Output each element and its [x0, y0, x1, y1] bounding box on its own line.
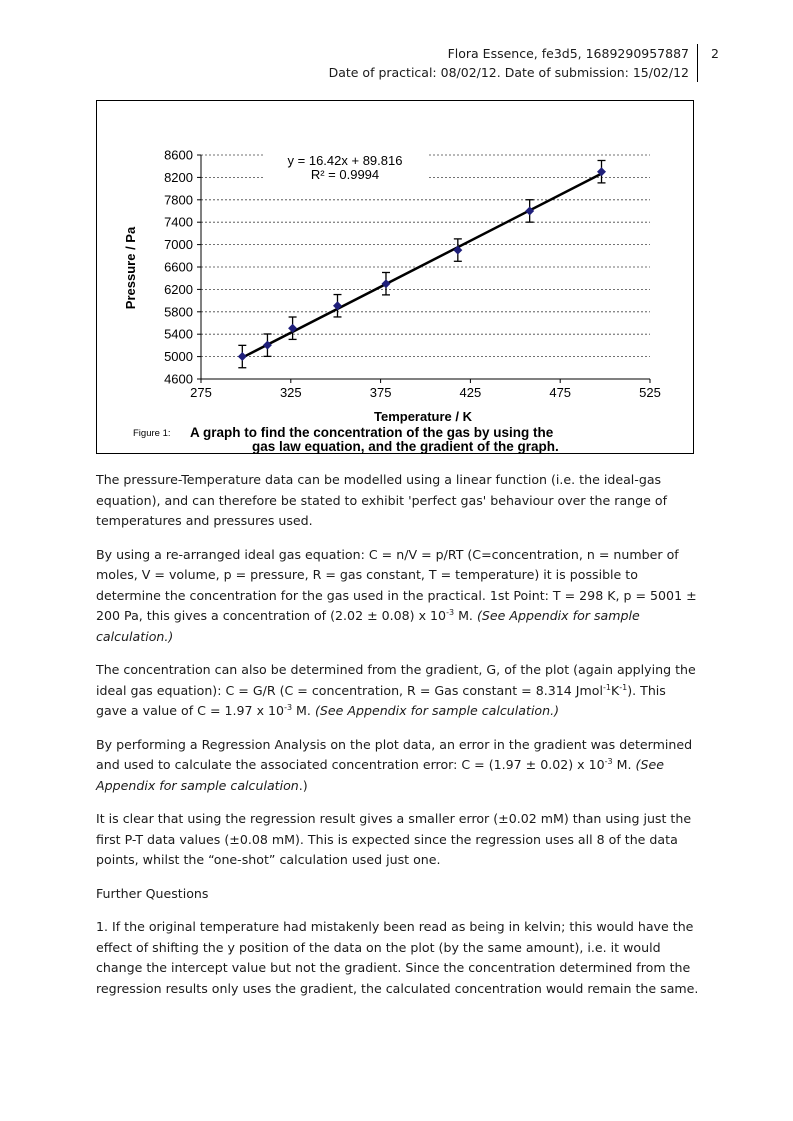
- x-tick-label: 325: [279, 385, 302, 400]
- y-axis-label: Pressure / Pa: [123, 226, 138, 310]
- paragraph-question-1: 1. If the original temperature had mistakenly been read as being in kelvin; this would have the effect of shifting the y position of the data on the plot (by the same amount), i.e. it would change the intercept value but not the gradient. Since the concentration determined from the regression results only uses the gradient, the calculated concentration would remain the same.: [96, 919, 699, 996]
- dates-line: Date of practical: 08/02/12. Date of submission: 15/02/12: [328, 65, 689, 80]
- x-tick-label: 375: [369, 385, 392, 400]
- r-squared: R² = 0.9994: [310, 167, 380, 182]
- trendline-equation: y = 16.42x + 89.816: [287, 153, 403, 168]
- paragraph-gradient: [96, 660, 700, 722]
- x-tick-label: 425: [459, 385, 482, 400]
- p4-appendix-ref: (See Appendix for sample calculation: [96, 757, 664, 793]
- figure-caption-line2: gas law equation, and the gradient of the graph.: [252, 439, 559, 453]
- figure-caption-line1: A graph to find the concentration of the gas by using the: [190, 425, 554, 440]
- author-line: Flora Essence, fe3d5, 1689290957887: [447, 46, 689, 61]
- p4-sup: -3: [604, 756, 613, 766]
- p2-text: By using a re-arranged ideal gas equation: C = n/V = p/RT (C=concentration, n = number of moles, V = volume, p = pressure, R = gas constant, T = temperature) it is possible to determine the concentration for the gas used in the practical. 1st Point: T = 298 K, p = 5001 ± 200 Pa, this gives a concentration of (2.02 ± 0.08) x 10: [96, 546, 697, 623]
- trendline: [242, 174, 601, 358]
- p3-text-a: The concentration can also be determined from the gradient, G, of the plot (again applying the ideal gas equation): C = G/R (C = concentration, R = Gas constant = 8.314 Jmol: [96, 662, 696, 698]
- y-tick-label: 6200: [164, 281, 193, 297]
- paragraph-regression: [96, 735, 700, 797]
- report-body: [96, 470, 700, 1012]
- p3-text-d: M.: [292, 703, 315, 718]
- page-header: [329, 44, 698, 82]
- x-tick-label: 475: [549, 385, 572, 400]
- figure-1: [96, 100, 694, 454]
- figure-caption-label: Figure 1:: [133, 428, 171, 439]
- p2-tail: M.: [454, 608, 477, 623]
- paragraph-perfect-gas: The pressure-Temperature data can be modelled using a linear function (i.e. the ideal-gas equation), and can therefore be stated to exhibit 'perfect gas' behaviour over the range of temperatures and pressures used.: [96, 472, 668, 528]
- y-tick-label: 5800: [164, 304, 193, 320]
- y-tick-label: 8600: [164, 147, 193, 163]
- page-number: 2: [711, 46, 719, 61]
- heading-further-questions: Further Questions: [96, 885, 209, 901]
- p3-text-c: ). This gave a value of C = 1.97 x 10: [96, 682, 666, 718]
- y-tick-label: 8200: [164, 169, 193, 185]
- data-point: [238, 352, 247, 361]
- y-tick-label: 7800: [164, 192, 193, 208]
- data-point: [333, 301, 342, 310]
- pressure-temperature-chart: [97, 101, 693, 453]
- p3-sup3: -3: [284, 702, 293, 712]
- y-tick-label: 5400: [164, 326, 193, 342]
- y-tick-label: 7400: [164, 214, 193, 230]
- y-tick-label: 6600: [164, 259, 193, 275]
- y-tick-label: 7000: [164, 237, 193, 253]
- x-axis-label: Temperature / K: [373, 409, 473, 424]
- p4-text-b: M.: [612, 757, 636, 772]
- y-tick-label: 4600: [164, 371, 193, 387]
- paragraph-comparison: It is clear that using the regression result gives a smaller error (±0.02 mM) than using just the first P-T data values (±0.08 mM). This is expected since the regression uses all 8 of the data points, whilst the “one-shot” calculation used just one.: [96, 811, 692, 867]
- paragraph-first-point: [96, 545, 700, 648]
- p3-text-b: K: [610, 682, 620, 698]
- x-tick-label: 275: [190, 385, 212, 400]
- p4-text-a: By performing a Regression Analysis on the plot data, an error in the gradient was determined and used to calculate the associated concentration error: C = (1.97 ± 0.02) x 10: [96, 736, 693, 772]
- p3-sup1: -1: [602, 682, 611, 692]
- p3-sup2: -1: [619, 682, 628, 692]
- p4-end: .): [298, 777, 308, 793]
- p2-sup: -3: [446, 607, 455, 617]
- p2-appendix-ref: (See Appendix for sample calculation.): [96, 608, 640, 644]
- y-tick-label: 5000: [164, 349, 193, 365]
- x-tick-label: 525: [639, 385, 661, 400]
- p3-appendix-ref: (See Appendix for sample calculation.): [314, 703, 560, 718]
